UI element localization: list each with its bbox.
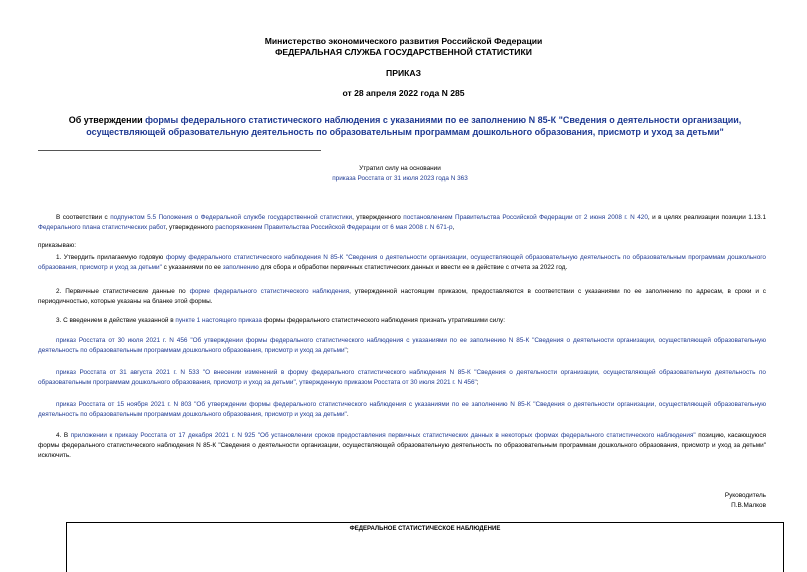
title-prefix: Об утверждении xyxy=(68,115,146,125)
intro-paragraph xyxy=(38,213,766,233)
repealed-item xyxy=(38,336,766,356)
p2-text: , утвержденной настоящим приказом, предоставляются в соответствии с указаниями по ее заполнению по адресам, в сроки и с периодичностью, которые указаны на бланке этой формы. xyxy=(38,288,766,305)
p3-text: формы федерального статистического наблюдения признать утратившими силу: xyxy=(261,317,506,324)
p4-text: 4. В xyxy=(56,432,71,439)
signature-name: П.В.Малков xyxy=(731,502,766,509)
annulment-link[interactable]: приказа Росстата от 31 июля 2023 года N 363 xyxy=(332,175,468,182)
service-name: ФЕДЕРАЛЬНАЯ СЛУЖБА ГОСУДАРСТВЕННОЙ СТАТИСТИКИ xyxy=(275,47,532,57)
paragraph-3 xyxy=(38,316,766,326)
paragraph-2 xyxy=(38,287,766,307)
intro-text: , xyxy=(452,224,455,231)
intro-link-subclause[interactable]: подпунктом 5.5 xyxy=(110,214,157,221)
p4-text: позицию, касающуюся формы федерального статистического наблюдения N 85-К "Сведения о деятельности организации, осуществляющей образовательную деятельность по образовательным программам дошкольного образования, присмотр и уход за детьми" исключить. xyxy=(38,432,766,459)
repealed-item xyxy=(38,400,766,420)
p1-link-instructions[interactable]: заполнению xyxy=(222,264,259,271)
intro-link-regulation[interactable]: Положения о Федеральной службе государственной статистики xyxy=(158,214,353,221)
p1-link-form[interactable]: форму федерального статистического наблюдения N 85-К "Сведения о деятельности организации, осуществляющей образовательную деятельность по образовательным программам дошкольного образования, присмотр и уход за детьми" xyxy=(38,254,766,271)
form-table-heading: ФЕДЕРАЛЬНОЕ СТАТИСТИЧЕСКОЕ НАБЛЮДЕНИЕ xyxy=(349,526,501,532)
p3-text: 3. С введением в действие указанной в xyxy=(56,317,176,324)
doc-title xyxy=(60,114,750,138)
repealed-link[interactable]: приказ Росстата от 15 ноября 2021 г. N 803 "Об утверждении формы федерального статистического наблюдения с указаниями по ее заполнению N 85-К "Сведения о деятельности организации, осуществляющей образовательную деятельность по образовательным программам дошкольного образования, присмотр и уход за детьми" xyxy=(38,401,766,418)
intro-text: , и в целях реализации позиции 1.13.1 xyxy=(647,214,766,221)
annulment-note: Утратил силу на основании xyxy=(359,165,441,172)
p2-text: 2. Первичные статистические данные по xyxy=(56,288,190,295)
ministry-name: Министерство экономического развития Российской Федерации xyxy=(264,36,543,46)
intro-link-plan[interactable]: Федерального плана статистических работ xyxy=(38,224,166,231)
doc-type: ПРИКАЗ xyxy=(386,68,421,78)
paragraph-1 xyxy=(38,253,766,273)
p1-text: 1. Утвердить прилагаемую годовую xyxy=(56,254,166,261)
p2-link-form[interactable]: форме федерального статистического наблюдения xyxy=(189,288,350,295)
repealed-punct: ; xyxy=(346,347,349,354)
intro-text: В соответствии с xyxy=(56,214,111,221)
intro-text: , утвержденного xyxy=(165,224,216,231)
repealed-item xyxy=(38,368,766,388)
repealed-link[interactable]: приказ Росстата от 31 августа 2021 г. N 533 "О внесении изменений в форму федерального статистического наблюдения N 85-К "Сведения о деятельности организации, осуществляющей образовательную деятельность по образовательным программам дошкольного образования, присмотр и уход за детьми", утвержденную приказом Росстата от 30 июля 2021 г. N 456" xyxy=(38,369,766,386)
paragraph-4 xyxy=(38,431,766,461)
order-word: приказываю: xyxy=(38,242,76,249)
intro-link-resolution[interactable]: постановлением Правительства Российской Федерации от 2 июня 2008 г. N 420 xyxy=(403,214,648,221)
signature-position: Руководитель xyxy=(724,492,766,499)
p4-link-appendix[interactable]: приложении к приказу Росстата от 17 декабря 2021 г. N 925 "Об установлении сроков предоставления первичных статистических данных в некоторых формах федерального статистического наблюдения" xyxy=(70,432,696,439)
divider-line xyxy=(38,150,321,151)
p1-text: для сбора и обработки первичных статистических данных и ввести ее в действие с отчета за 2022 год. xyxy=(258,264,568,271)
repealed-punct: ; xyxy=(476,379,479,386)
repealed-link[interactable]: приказ Росстата от 30 июля 2021 г. N 456 "Об утверждении формы федерального статистического наблюдения с указаниями по ее заполнению N 85-К "Сведения о деятельности организации, осуществляющей образовательную деятельность по образовательным программам дошкольного образования, присмотр и уход за детьми" xyxy=(38,337,766,354)
p3-link-clause[interactable]: пункте 1 настоящего приказа xyxy=(175,317,262,324)
repealed-punct: . xyxy=(346,411,349,418)
doc-date-number: от 28 апреля 2022 года N 285 xyxy=(342,88,465,98)
intro-link-order[interactable]: распоряжением Правительства Российской Федерации от 6 мая 2008 г. N 671-р xyxy=(215,224,453,231)
title-link[interactable]: формы федерального статистического наблюдения с указаниями по ее заполнению N 85-К "Сведения о деятельности организации, осуществляющей образовательную деятельность по образовательным программам дошкольного образования, присмотр и уход за детьми" xyxy=(86,115,742,137)
p1-text: с указаниями по ее xyxy=(161,264,223,271)
intro-text: , утвержденного xyxy=(352,214,404,221)
